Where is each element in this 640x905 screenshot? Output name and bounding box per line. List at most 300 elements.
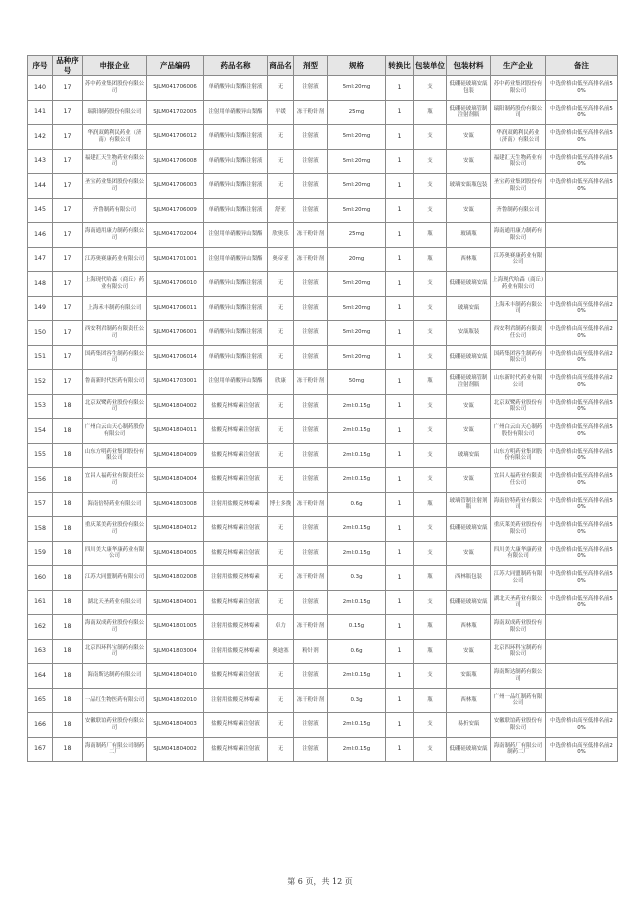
cell-drug-name: 单硝酸异山梨酯注射液 [204, 198, 268, 223]
cell-variety-seq: 17 [53, 296, 83, 321]
cell-brand-name: 无 [268, 272, 294, 297]
cell-manufacturer: 北京双鹭药业股份有限公司 [491, 394, 546, 419]
cell-applicant: 海南制药厂有限公司制药二厂 [83, 737, 147, 762]
cell-dosage-form: 注射液 [294, 125, 328, 150]
cell-brand-name: 无 [268, 76, 294, 101]
cell-package-unit: 瓶 [414, 615, 447, 640]
cell-package-unit: 支 [414, 321, 447, 346]
cell-brand-name: 无 [268, 590, 294, 615]
cell-dosage-form: 冻干粉针剂 [294, 370, 328, 395]
cell-remark: 中选价格由低至高排名前50% [546, 125, 618, 150]
cell-package-material: 安瓿 [447, 394, 491, 419]
table-row [28, 566, 618, 591]
cell-manufacturer: 华润双鹤利民药业（济南）有限公司 [491, 125, 546, 150]
table-row [28, 468, 618, 493]
cell-package-unit: 支 [414, 590, 447, 615]
cell-seq: 163 [28, 639, 53, 664]
cell-conversion-ratio: 1 [386, 247, 414, 272]
cell-conversion-ratio: 1 [386, 321, 414, 346]
table-row [28, 100, 618, 125]
cell-drug-name: 单硝酸异山梨酯注射液 [204, 321, 268, 346]
table-row [28, 321, 618, 346]
cell-dosage-form: 注射液 [294, 737, 328, 762]
cell-product-code: SJLM041802008 [147, 566, 204, 591]
cell-package-unit: 瓶 [414, 370, 447, 395]
cell-brand-name: 无 [268, 419, 294, 444]
cell-spec: 5ml:20mg [328, 321, 386, 346]
cell-remark: 中选价格由低至高排名前50% [546, 468, 618, 493]
cell-conversion-ratio: 1 [386, 639, 414, 664]
cell-dosage-form: 注射液 [294, 149, 328, 174]
cell-applicant: 海南通用康力制药有限公司 [83, 223, 147, 248]
cell-dosage-form: 注射液 [294, 419, 328, 444]
cell-manufacturer: 苏中药业集团股份有限公司 [491, 76, 546, 101]
column-header-brand-name: 商品名 [268, 56, 294, 76]
cell-manufacturer: 山东新时代药业有限公司 [491, 370, 546, 395]
column-header-package-material: 包装材料 [447, 56, 491, 76]
cell-seq: 143 [28, 149, 53, 174]
cell-manufacturer: 宜昌人福药业有限责任公司 [491, 468, 546, 493]
table-row [28, 541, 618, 566]
cell-applicant: 安徽联谊药业股份有限公司 [83, 713, 147, 738]
cell-manufacturer: 广州白云山天心制药股份有限公司 [491, 419, 546, 444]
cell-applicant: 重庆莱美药业股份有限公司 [83, 517, 147, 542]
cell-variety-seq: 18 [53, 566, 83, 591]
cell-drug-name: 注射用单硝酸异山梨酯 [204, 223, 268, 248]
cell-spec: 5ml:20mg [328, 345, 386, 370]
cell-package-material: 低硼硅玻璃管制注射剂瓶 [447, 100, 491, 125]
cell-conversion-ratio: 1 [386, 76, 414, 101]
cell-seq: 167 [28, 737, 53, 762]
cell-dosage-form: 冻干粉针剂 [294, 492, 328, 517]
cell-package-material: 低硼硅玻璃安瓿包装 [447, 76, 491, 101]
cell-product-code: SJLM041803008 [147, 492, 204, 517]
cell-dosage-form: 注射液 [294, 468, 328, 493]
cell-variety-seq: 18 [53, 443, 83, 468]
cell-applicant: 北京四环科宝制药有限公司 [83, 639, 147, 664]
cell-seq: 155 [28, 443, 53, 468]
cell-brand-name: 无 [268, 517, 294, 542]
table-row [28, 492, 618, 517]
cell-product-code: SJLM041804002 [147, 737, 204, 762]
cell-spec: 0.3g [328, 566, 386, 591]
cell-product-code: SJLM041706003 [147, 174, 204, 199]
cell-package-unit: 瓶 [414, 247, 447, 272]
cell-remark: 中选价格由低至高排名前50% [546, 174, 618, 199]
cell-spec: 2ml:0.15g [328, 737, 386, 762]
cell-applicant: 海南斯达制药有限公司 [83, 664, 147, 689]
cell-conversion-ratio: 1 [386, 615, 414, 640]
cell-conversion-ratio: 1 [386, 125, 414, 150]
cell-package-unit: 瓶 [414, 223, 447, 248]
column-header-product-code: 产品编码 [147, 56, 204, 76]
cell-remark: 中选价格由高至低排名前20% [546, 296, 618, 321]
cell-drug-name: 盐酸克林霉素注射液 [204, 394, 268, 419]
cell-dosage-form: 注射液 [294, 394, 328, 419]
cell-package-material: 西林瓶 [447, 615, 491, 640]
cell-spec: 25mg [328, 100, 386, 125]
cell-package-material: 西林瓶 [447, 688, 491, 713]
cell-applicant: 上海禾丰制药有限公司 [83, 296, 147, 321]
cell-brand-name: 欣奥乐 [268, 223, 294, 248]
cell-package-material: 安瓿 [447, 639, 491, 664]
cell-drug-name: 盐酸克林霉素注射液 [204, 541, 268, 566]
cell-brand-name: 博士多挽 [268, 492, 294, 517]
column-header-seq: 序号 [28, 56, 53, 76]
cell-brand-name: 无 [268, 443, 294, 468]
cell-brand-name: 平缓 [268, 100, 294, 125]
cell-remark: 中选价格由高至低排名前20% [546, 321, 618, 346]
table-body [28, 76, 618, 762]
cell-drug-name: 单硝酸异山梨酯注射液 [204, 76, 268, 101]
cell-spec: 2ml:0.15g [328, 590, 386, 615]
cell-manufacturer: 重庆莱美药业股份有限公司 [491, 517, 546, 542]
cell-remark [546, 664, 618, 689]
cell-conversion-ratio: 1 [386, 688, 414, 713]
cell-applicant: 齐鲁制药有限公司 [83, 198, 147, 223]
cell-spec: 2ml:0.15g [328, 394, 386, 419]
cell-applicant: 国药集团容生制药有限公司 [83, 345, 147, 370]
cell-seq: 153 [28, 394, 53, 419]
cell-variety-seq: 18 [53, 737, 83, 762]
cell-brand-name: 无 [268, 296, 294, 321]
cell-drug-name: 单硝酸异山梨酯注射液 [204, 149, 268, 174]
cell-package-material: 玻璃安瓿瓶包装 [447, 174, 491, 199]
cell-package-material: 安瓿瓶 [447, 664, 491, 689]
cell-conversion-ratio: 1 [386, 272, 414, 297]
cell-conversion-ratio: 1 [386, 737, 414, 762]
cell-seq: 144 [28, 174, 53, 199]
cell-brand-name: 奥帝亚 [268, 247, 294, 272]
cell-spec: 5ml:20mg [328, 272, 386, 297]
cell-variety-seq: 18 [53, 492, 83, 517]
cell-product-code: SJLM041801005 [147, 615, 204, 640]
cell-dosage-form: 冻干粉针剂 [294, 615, 328, 640]
cell-product-code: SJLM041706011 [147, 296, 204, 321]
cell-brand-name: 无 [268, 713, 294, 738]
cell-manufacturer: 海南双成药业股份有限公司 [491, 615, 546, 640]
cell-brand-name: 无 [268, 345, 294, 370]
cell-conversion-ratio: 1 [386, 468, 414, 493]
cell-spec: 5ml:20mg [328, 174, 386, 199]
cell-package-unit: 支 [414, 345, 447, 370]
page-number: 第 6 页，共 12 页 [287, 877, 353, 886]
cell-spec: 0.6g [328, 492, 386, 517]
cell-variety-seq: 18 [53, 590, 83, 615]
cell-conversion-ratio: 1 [386, 419, 414, 444]
cell-conversion-ratio: 1 [386, 100, 414, 125]
cell-applicant: 圣宝药业集团股份有限公司 [83, 174, 147, 199]
cell-package-unit: 支 [414, 76, 447, 101]
cell-spec: 5ml:20mg [328, 296, 386, 321]
column-header-spec: 规格 [328, 56, 386, 76]
cell-spec: 2ml:0.15g [328, 419, 386, 444]
cell-conversion-ratio: 1 [386, 713, 414, 738]
cell-seq: 142 [28, 125, 53, 150]
cell-seq: 149 [28, 296, 53, 321]
cell-applicant: 一品红生物医药有限公司 [83, 688, 147, 713]
cell-seq: 151 [28, 345, 53, 370]
cell-seq: 148 [28, 272, 53, 297]
cell-spec: 0.3g [328, 688, 386, 713]
drug-list-table [27, 55, 618, 762]
cell-manufacturer: 海南倍特药业有限公司 [491, 492, 546, 517]
cell-drug-name: 注射用单硝酸异山梨酯 [204, 370, 268, 395]
cell-seq: 152 [28, 370, 53, 395]
cell-remark: 中选价格由低至高排名前50% [546, 419, 618, 444]
cell-dosage-form: 粉针剂 [294, 639, 328, 664]
cell-manufacturer: 山东方明药业集团股份有限公司 [491, 443, 546, 468]
cell-remark: 中选价格由高至低排名前20% [546, 370, 618, 395]
cell-package-material: 玻璃安瓿 [447, 443, 491, 468]
cell-package-material: 低硼硅玻璃安瓿 [447, 737, 491, 762]
cell-package-unit: 支 [414, 664, 447, 689]
cell-applicant: 宜昌人福药业有限责任公司 [83, 468, 147, 493]
cell-seq: 141 [28, 100, 53, 125]
cell-brand-name: 无 [268, 149, 294, 174]
cell-manufacturer: 江苏奥赛康药业有限公司 [491, 247, 546, 272]
cell-spec: 2ml:0.15g [328, 713, 386, 738]
cell-brand-name: 无 [268, 174, 294, 199]
cell-package-material: 低硼硅玻璃管制注射剂瓶 [447, 370, 491, 395]
cell-conversion-ratio: 1 [386, 443, 414, 468]
table-row [28, 345, 618, 370]
cell-variety-seq: 17 [53, 247, 83, 272]
cell-product-code: SJLM041804009 [147, 443, 204, 468]
cell-drug-name: 注射用单硝酸异山梨酯 [204, 100, 268, 125]
cell-package-material: 安瓿 [447, 541, 491, 566]
cell-drug-name: 注射用盐酸克林霉素 [204, 615, 268, 640]
column-header-dosage-form: 剂型 [294, 56, 328, 76]
cell-dosage-form: 注射液 [294, 76, 328, 101]
cell-product-code: SJLM041701001 [147, 247, 204, 272]
cell-drug-name: 单硝酸异山梨酯注射液 [204, 345, 268, 370]
cell-remark: 中选价格由低至高排名前50% [546, 517, 618, 542]
cell-remark: 中选价格由低至高排名前50% [546, 100, 618, 125]
cell-dosage-form: 注射液 [294, 664, 328, 689]
cell-applicant: 广州白云山天心制药股份有限公司 [83, 419, 147, 444]
cell-spec: 50mg [328, 370, 386, 395]
cell-product-code: SJLM041703001 [147, 370, 204, 395]
cell-package-unit: 瓶 [414, 639, 447, 664]
cell-seq: 161 [28, 590, 53, 615]
cell-conversion-ratio: 1 [386, 198, 414, 223]
cell-package-material: 安瓿 [447, 198, 491, 223]
cell-package-unit: 支 [414, 443, 447, 468]
cell-package-unit: 支 [414, 125, 447, 150]
cell-brand-name: 无 [268, 664, 294, 689]
cell-manufacturer: 北京四环科宝制药有限公司 [491, 639, 546, 664]
cell-product-code: SJLM041706012 [147, 125, 204, 150]
cell-package-unit: 支 [414, 296, 447, 321]
cell-brand-name: 欣康 [268, 370, 294, 395]
cell-product-code: SJLM041804012 [147, 517, 204, 542]
cell-package-unit: 支 [414, 272, 447, 297]
cell-remark: 中选价格由高至低排名前20% [546, 345, 618, 370]
table-row [28, 174, 618, 199]
cell-package-material: 安瓿 [447, 468, 491, 493]
cell-brand-name: 卓力 [268, 615, 294, 640]
cell-drug-name: 单硝酸异山梨酯注射液 [204, 272, 268, 297]
cell-applicant: 西安利君制药有限责任公司 [83, 321, 147, 346]
cell-product-code: SJLM041702005 [147, 100, 204, 125]
cell-variety-seq: 18 [53, 517, 83, 542]
cell-remark: 中选价格由低至高排名前50% [546, 492, 618, 517]
table-row [28, 394, 618, 419]
cell-applicant: 海南双成药业股份有限公司 [83, 615, 147, 640]
cell-manufacturer: 安徽联谊药业股份有限公司 [491, 713, 546, 738]
cell-applicant: 海南倍特药业有限公司 [83, 492, 147, 517]
cell-manufacturer: 上海禾丰制药有限公司 [491, 296, 546, 321]
cell-variety-seq: 18 [53, 394, 83, 419]
column-header-variety-seq: 品种序号 [53, 56, 83, 76]
cell-dosage-form: 注射液 [294, 296, 328, 321]
cell-remark: 中选价格由高至低排名前20% [546, 713, 618, 738]
cell-brand-name: 舒亚 [268, 198, 294, 223]
cell-package-unit: 支 [414, 174, 447, 199]
cell-drug-name: 盐酸克林霉素注射液 [204, 443, 268, 468]
cell-applicant: 苏中药业集团股份有限公司 [83, 76, 147, 101]
cell-package-unit: 支 [414, 394, 447, 419]
cell-variety-seq: 18 [53, 664, 83, 689]
cell-package-material: 低硼硅玻璃安瓿 [447, 517, 491, 542]
cell-variety-seq: 17 [53, 272, 83, 297]
cell-variety-seq: 17 [53, 345, 83, 370]
cell-package-unit: 支 [414, 419, 447, 444]
cell-drug-name: 注射用盐酸克林霉素 [204, 566, 268, 591]
table-row [28, 272, 618, 297]
cell-remark: 中选价格由低至高排名前50% [546, 590, 618, 615]
cell-spec: 0.6g [328, 639, 386, 664]
cell-remark: 中选价格由高至低排名前20% [546, 737, 618, 762]
cell-applicant: 江苏奥赛康药业有限公司 [83, 247, 147, 272]
cell-product-code: SJLM041706001 [147, 321, 204, 346]
cell-remark: 中选价格由低至高排名前50% [546, 76, 618, 101]
cell-package-unit: 支 [414, 149, 447, 174]
table-row [28, 517, 618, 542]
cell-applicant: 四川美大康华康药业有限公司 [83, 541, 147, 566]
cell-product-code: SJLM041804002 [147, 394, 204, 419]
cell-dosage-form: 注射液 [294, 713, 328, 738]
cell-product-code: SJLM041702004 [147, 223, 204, 248]
cell-drug-name: 注射用盐酸克林霉素 [204, 639, 268, 664]
cell-spec: 5ml:20mg [328, 125, 386, 150]
cell-manufacturer: 上海现代哈森（商丘）药业有限公司 [491, 272, 546, 297]
cell-conversion-ratio: 1 [386, 566, 414, 591]
table-row [28, 639, 618, 664]
cell-manufacturer: 福建汇天生物药业有限公司 [491, 149, 546, 174]
table-row [28, 125, 618, 150]
table-row [28, 76, 618, 101]
cell-remark [546, 198, 618, 223]
cell-dosage-form: 注射液 [294, 590, 328, 615]
table-row [28, 296, 618, 321]
cell-brand-name: 奥迪塞 [268, 639, 294, 664]
cell-manufacturer: 国药集团容生制药有限公司 [491, 345, 546, 370]
cell-product-code: SJLM041804010 [147, 664, 204, 689]
cell-applicant: 北京双鹭药业股份有限公司 [83, 394, 147, 419]
cell-conversion-ratio: 1 [386, 149, 414, 174]
cell-package-unit: 支 [414, 541, 447, 566]
table-row [28, 737, 618, 762]
cell-seq: 145 [28, 198, 53, 223]
cell-seq: 140 [28, 76, 53, 101]
cell-variety-seq: 18 [53, 713, 83, 738]
cell-variety-seq: 17 [53, 125, 83, 150]
cell-seq: 147 [28, 247, 53, 272]
cell-package-unit: 支 [414, 737, 447, 762]
cell-conversion-ratio: 1 [386, 394, 414, 419]
cell-remark [546, 272, 618, 297]
cell-dosage-form: 冻干粉针剂 [294, 100, 328, 125]
cell-applicant: 瑞阳制药股份有限公司 [83, 100, 147, 125]
cell-dosage-form: 注射液 [294, 174, 328, 199]
cell-brand-name: 无 [268, 321, 294, 346]
cell-remark: 中选价格由低至高排名前50% [546, 443, 618, 468]
cell-manufacturer: 江苏大同盟制药有限公司 [491, 566, 546, 591]
cell-product-code: SJLM041706009 [147, 198, 204, 223]
cell-product-code: SJLM041706010 [147, 272, 204, 297]
table-row [28, 223, 618, 248]
cell-dosage-form: 冻干粉针剂 [294, 223, 328, 248]
cell-drug-name: 盐酸克林霉素注射液 [204, 419, 268, 444]
cell-seq: 150 [28, 321, 53, 346]
cell-drug-name: 注射用盐酸克林霉素 [204, 492, 268, 517]
cell-seq: 160 [28, 566, 53, 591]
cell-product-code: SJLM041804004 [147, 468, 204, 493]
cell-remark [546, 688, 618, 713]
column-header-package-unit: 包装单位 [414, 56, 447, 76]
cell-conversion-ratio: 1 [386, 541, 414, 566]
cell-drug-name: 注射用盐酸克林霉素 [204, 688, 268, 713]
table-row [28, 590, 618, 615]
cell-applicant: 江苏大同盟制药有限公司 [83, 566, 147, 591]
cell-product-code: SJLM041802010 [147, 688, 204, 713]
cell-manufacturer: 海南斯达制药有限公司 [491, 664, 546, 689]
cell-seq: 166 [28, 713, 53, 738]
cell-seq: 158 [28, 517, 53, 542]
column-header-remark: 备注 [546, 56, 618, 76]
cell-conversion-ratio: 1 [386, 370, 414, 395]
cell-package-material: 易折安瓿 [447, 713, 491, 738]
cell-package-material: 西林瓶包装 [447, 566, 491, 591]
cell-drug-name: 单硝酸异山梨酯注射液 [204, 174, 268, 199]
cell-variety-seq: 18 [53, 419, 83, 444]
cell-variety-seq: 17 [53, 321, 83, 346]
cell-dosage-form: 冻干粉针剂 [294, 688, 328, 713]
cell-remark [546, 247, 618, 272]
cell-product-code: SJLM041804001 [147, 590, 204, 615]
cell-manufacturer: 海南制药厂有限公司制药二厂 [491, 737, 546, 762]
cell-spec: 2ml:0.15g [328, 443, 386, 468]
cell-conversion-ratio: 1 [386, 223, 414, 248]
cell-product-code: SJLM041804005 [147, 541, 204, 566]
cell-conversion-ratio: 1 [386, 345, 414, 370]
cell-dosage-form: 注射液 [294, 272, 328, 297]
cell-package-material: 低硼硅玻璃安瓿 [447, 272, 491, 297]
table-row [28, 419, 618, 444]
cell-variety-seq: 18 [53, 468, 83, 493]
cell-package-material: 西林瓶 [447, 247, 491, 272]
cell-manufacturer: 瑞阳制药股份有限公司 [491, 100, 546, 125]
cell-remark: 中选价格由低至高排名前50% [546, 566, 618, 591]
cell-product-code: SJLM041804003 [147, 713, 204, 738]
cell-package-material: 低硼硅玻璃安瓿 [447, 590, 491, 615]
cell-variety-seq: 17 [53, 149, 83, 174]
cell-variety-seq: 17 [53, 100, 83, 125]
cell-variety-seq: 18 [53, 639, 83, 664]
table-row [28, 664, 618, 689]
